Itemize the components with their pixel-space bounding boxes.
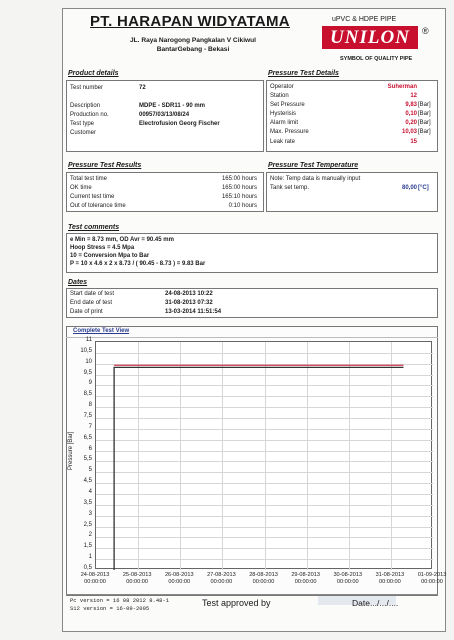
y-tick-label: 0,5 (83, 565, 92, 571)
chart-svg (96, 342, 433, 570)
operator-value: Suherman (387, 84, 417, 90)
temperature-note: Note: Temp data is manually input (270, 176, 361, 182)
production-value: 00957/03/13/08/24 (139, 112, 190, 118)
y-tick-label: 9 (88, 380, 92, 387)
y-tick-label: 3 (88, 510, 92, 517)
y-tick-label: 1,5 (83, 543, 92, 550)
tab-complete-test-view[interactable]: Complete Test View (73, 328, 130, 334)
product-details-title: Product details (68, 70, 119, 77)
x-tick-label: 31-08-2013 00:00:00 (375, 572, 405, 585)
y-tick-label: 1 (88, 554, 92, 561)
x-tick-label: 29-08-2013 00:00:00 (291, 572, 320, 585)
comment-line: P = 10 x 4.6 x 2 x 8.73 / ( 90.45 - 8.73 ) = 9.83 Bar (70, 261, 206, 267)
x-tick-label: 26-08-2013 00:00:00 (164, 572, 194, 585)
y-tick-label: 10,5 (80, 347, 92, 354)
pressure-series-line (114, 367, 403, 570)
y-tick-label: 2,5 (83, 521, 92, 528)
temperature-title: Pressure Test Temperature (268, 162, 359, 169)
logo-tagline: uPVC & HDPE PIPE (332, 16, 397, 23)
alarm-limit-value: 0,20 (405, 120, 417, 126)
tank-temp-value: 80,00 (401, 185, 417, 191)
y-tick-label: 9,5 (83, 369, 92, 376)
s12-version: S12 version = 16-09-2005 (70, 605, 150, 612)
ok-time-value: 165:00 hours (221, 185, 257, 191)
pc-version: Pc version = 16 08 2012 8.48-1 (70, 597, 170, 604)
current-test-time-value: 165:10 hours (221, 194, 257, 200)
x-tick-label: 24-08-2013 00:00:00 (80, 572, 110, 585)
y-tick-label: 2 (88, 532, 92, 539)
dates-title: Dates (68, 279, 88, 286)
start-date-value: 24-08-2013 10:22 (165, 291, 213, 297)
tab-divider (66, 337, 438, 338)
company-name: PT. HARAPAN WIDYATAMA (90, 13, 290, 30)
logo-slogan: SYMBOL OF QUALITY PIPE (340, 56, 413, 62)
y-tick-label: 4 (88, 489, 92, 495)
y-tick-label: 3,5 (83, 499, 92, 506)
y-tick-label: 7 (88, 423, 92, 430)
dates-box: Start date of test 24-08-2013 10:22 End date of test 31-08-2013 07:32 Date of print 13-03-2014 11:51:54 (66, 288, 438, 318)
leak-rate-value: 15 (410, 139, 417, 145)
x-tick-label: 30-08-2013 00:00:00 (333, 572, 363, 585)
approved-label: Test approved by (202, 598, 271, 608)
y-tick-label: 5 (88, 467, 92, 474)
y-tick-label: 7,5 (83, 413, 92, 419)
comment-line: Hoop Stress = 4.5 Mpa (70, 245, 135, 251)
y-tick-label: 4,5 (83, 478, 92, 485)
x-tick-label: 28-08-2013 00:00:00 (249, 572, 278, 585)
temperature-box: Note: Temp data is manually input Tank set temp. 80,00 [°C] (266, 172, 438, 212)
comments-title: Test comments (68, 224, 120, 231)
comments-box (66, 233, 438, 273)
plot-area (95, 341, 432, 569)
pressure-details-title: Pressure Test Details (268, 70, 339, 77)
company-address: JL. Raya Narogong Pangkalan V Cikiwul BantarGebang - Bekasi (129, 37, 257, 53)
pressure-details-box: Operator Suherman Station 12 Set Pressure 9,83 [Bar] Hysterisis 0,10 [Bar] Alarm limit 0,20 [Bar] Max. Pressure 10,03 [Bar] Leak rate 15 (266, 80, 438, 152)
y-tick-label: 6 (88, 445, 92, 452)
registered-mark: ® (422, 26, 429, 36)
comment-line: e Min = 8.73 mm, OD Avr = 90.45 mm (70, 237, 174, 243)
end-date-value: 31-08-2013 07:32 (165, 300, 213, 306)
print-date-value: 13-03-2014 11:51:54 (165, 309, 222, 315)
results-box: Total test time 165:00 hours OK time 165:00 hours Current test time 165:10 hours Out of tolerance time 0:10 hours (66, 172, 264, 212)
hysterisis-value: 0,10 (405, 111, 417, 117)
y-tick-label: 6,5 (83, 434, 92, 441)
y-tick-label: 5,5 (83, 456, 92, 463)
x-tick-label: 01-09-2013 00:00:00 (417, 572, 447, 585)
product-details-box: Test number 72 Description MDPE - SDR11 - 90 mm Production no. 00957/03/13/08/24 Test type Electrofusion Georg Fischer Customer (66, 80, 264, 152)
set-pressure-value: 9,83 (405, 102, 417, 108)
comment-line: 10 = Conversion Mpa to Bar (70, 253, 150, 259)
max-pressure-value: 10,03 (401, 129, 417, 135)
station-value: 12 (410, 93, 417, 99)
approval-date: Date.../.../.... (352, 598, 399, 608)
y-tick-label: 8,5 (83, 391, 92, 398)
y-tick-label: 11 (85, 337, 92, 343)
test-number-value: 72 (139, 85, 146, 91)
results-title: Pressure Test Results (68, 162, 142, 169)
y-tick-label: 10 (85, 358, 92, 365)
unilon-logo: UNILON (322, 26, 418, 49)
test-type-value: Electrofusion Georg Fischer (139, 121, 220, 127)
y-axis-label: Pressure [Bar] (68, 431, 74, 470)
footer-divider (66, 594, 438, 595)
total-test-time-value: 165:00 hours (221, 176, 257, 182)
out-of-tolerance-value: 0:10 hours (228, 203, 257, 209)
y-tick-label: 8 (88, 402, 92, 409)
description-value: MDPE - SDR11 - 90 mm (139, 103, 206, 109)
x-tick-label: 25-08-2013 00:00:00 (122, 572, 152, 585)
x-tick-label: 27-08-2013 00:00:00 (207, 572, 236, 585)
